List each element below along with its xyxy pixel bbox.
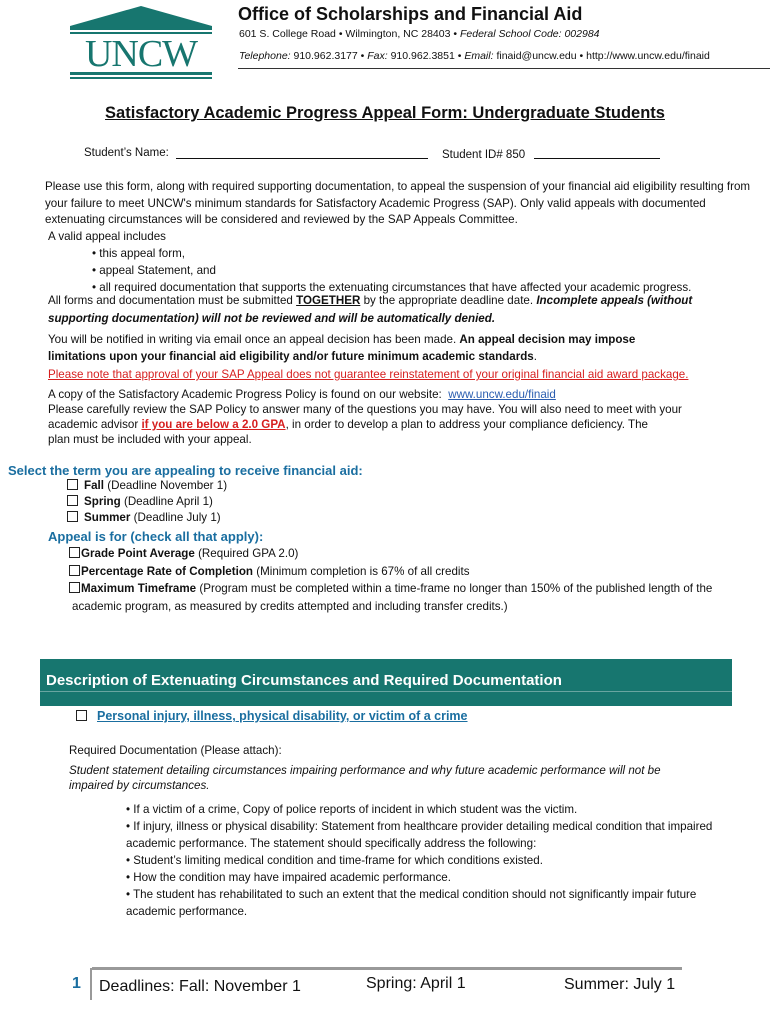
reinstatement-note: Please note that approval of your SAP Appeal does not guarantee reinstatement of your original financial aid award package. [48, 368, 689, 381]
gpa-desc: (Required GPA 2.0) [198, 547, 299, 560]
policy-text: A copy of the Satisfactory Academic Progress Policy is found on our website: [48, 388, 442, 401]
valid-appeal-text: A valid appeal includes [48, 230, 166, 243]
together-emphasis: TOGETHER [296, 294, 361, 307]
description-section-title: Description of Extenuating Circumstances and Required Documentation [46, 672, 562, 689]
term-option-fall[interactable] [67, 479, 227, 492]
spring-checkbox[interactable] [67, 495, 78, 506]
street-address: 601 S. College Road • Wilmington, NC 28403 • [239, 28, 458, 40]
fall-label: Fall [84, 479, 104, 492]
fax-label: Fax: [367, 50, 388, 62]
advisor-text: academic advisor [48, 418, 139, 431]
forms-post: by the appropriate deadline date. [363, 294, 534, 307]
appeal-option-timeframe[interactable] [69, 582, 712, 595]
office-address [239, 28, 600, 40]
term-option-spring[interactable] [67, 495, 213, 508]
completion-checkbox[interactable] [69, 565, 80, 576]
advisor-text-post: , in order to develop a plan to address your compliance deficiency. The [285, 418, 648, 431]
intro-line-1: Please use this form, along with required supporting documentation, to appeal the suspension of your financial aid eligibility resulting from [45, 180, 751, 193]
fall-checkbox[interactable] [67, 479, 78, 490]
telephone-value: 910.962.3177 • [293, 50, 365, 62]
valid-appeal-bullet-1: • this appeal form, [92, 247, 185, 260]
gpa-warning: if you are below a 2.0 GPA [141, 418, 286, 431]
student-id-label: Student ID# 850 [442, 149, 526, 161]
logo-text: UNCW [84, 33, 198, 75]
gpa-label: Grade Point Average [81, 547, 195, 560]
footer-deadline-summer: Summer: July 1 [564, 976, 676, 993]
statement-line-2: impaired by circumstances. [69, 779, 210, 792]
policy-line-2: Please carefully review the SAP Policy to answer many of the questions you may have. You will also need to meet with your [48, 403, 682, 416]
completion-desc: (Minimum completion is 67% of all credits [256, 565, 470, 578]
timeframe-desc: (Program must be completed within a time-frame no longer than 150% of the published length of the [199, 582, 713, 595]
intro-line-3: extenuating circumstances will be considered and reviewed by the SAP Appeals Committee. [45, 213, 518, 226]
forms-together-line [48, 292, 692, 309]
bar-stripe [40, 691, 732, 692]
spring-deadline: (Deadline April 1) [123, 495, 213, 508]
crime-label: Personal injury, illness, physical disability, or victim of a crime [97, 709, 468, 723]
policy-line-4: plan must be included with your appeal. [48, 433, 252, 446]
completion-label: Percentage Rate of Completion [81, 565, 254, 578]
doc-item-3: academic performance. The statement should specifically address the following: [126, 837, 537, 850]
forms-pre: All forms and documentation must be submitted [48, 294, 293, 307]
valid-appeal-bullet-2: • appeal Statement, and [92, 264, 216, 277]
notify-text: You will be notified in writing via email once an appeal decision has been made. [48, 333, 457, 346]
timeframe-continuation: academic program, as measured by credits attempted and including transfer credits.) [72, 600, 508, 613]
notify-period: . [533, 350, 537, 363]
doc-item-5: • How the condition may have impaired academic performance. [126, 871, 451, 884]
statement-line-1: Student statement detailing circumstances impairing performance and why future academic performance will not be [69, 764, 661, 777]
limitations-emphasis: limitations upon your financial aid eligibility and/or future minimum academic standards [48, 350, 534, 363]
appeal-for-heading: Appeal is for (check all that apply): [48, 529, 264, 544]
uncw-logo [66, 4, 216, 84]
term-option-summer[interactable] [67, 511, 221, 524]
doc-item-6: • The student has rehabilitated to such an extent that the medical condition should not significantly impair future [126, 888, 697, 901]
incomplete-warning-2: supporting documentation) will not be reviewed and will be automatically denied. [48, 312, 496, 325]
contact-line [239, 50, 710, 62]
spring-label: Spring [84, 495, 121, 508]
notify-line-1 [48, 331, 635, 348]
summer-label: Summer [84, 511, 131, 524]
summer-deadline: (Deadline July 1) [133, 511, 221, 524]
email-value[interactable]: finaid@uncw.edu [496, 50, 577, 62]
timeframe-label: Maximum Timeframe [81, 582, 197, 595]
finaid-website-link[interactable]: www.uncw.edu/finaid [448, 388, 556, 401]
fax-value: 910.962.3851 • [390, 50, 462, 62]
doc-item-4: • Student’s limiting medical condition and time-frame for which conditions existed. [126, 854, 543, 867]
telephone-label: Telephone: [239, 50, 291, 62]
notify-emphasis: An appeal decision may impose [459, 333, 636, 346]
header-divider [238, 68, 770, 69]
valid-appeal-bullet-3: • all required documentation that supports the extenuating circumstances that have affected your academic progress. [92, 281, 692, 294]
notify-line-2 [48, 348, 537, 365]
office-title: Office of Scholarships and Financial Aid [238, 4, 583, 24]
footer-deadline-spring: Spring: April 1 [366, 975, 466, 992]
email-label: Email: [464, 50, 494, 62]
summer-checkbox[interactable] [67, 511, 78, 522]
gpa-checkbox[interactable] [69, 547, 80, 558]
student-id-field[interactable] [534, 158, 660, 159]
fall-deadline: (Deadline November 1) [107, 479, 228, 492]
doc-item-1: • If a victim of a crime, Copy of police reports of incident in which student was the victim. [126, 803, 578, 816]
appeal-option-completion[interactable] [69, 565, 470, 578]
doc-item-7: academic performance. [126, 905, 248, 918]
form-title: Satisfactory Academic Progress Appeal Form: Undergraduate Students [105, 104, 665, 122]
school-code: Federal School Code: 002984 [459, 28, 600, 40]
website-link[interactable]: • http://www.uncw.edu/finaid [579, 50, 710, 62]
student-name-field[interactable] [176, 158, 428, 159]
crime-checkbox[interactable] [76, 710, 87, 721]
timeframe-checkbox[interactable] [69, 582, 80, 593]
term-heading: Select the term you are appealing to receive financial aid: [8, 463, 363, 478]
crime-option[interactable] [76, 709, 468, 723]
student-name-label: Student’s Name: [84, 147, 169, 159]
footer-deadline-fall: Deadlines: Fall: November 1 [99, 978, 301, 995]
doc-item-2: • If injury, illness or physical disability: Statement from healthcare provider detailing medical condition that impaired [126, 820, 713, 833]
intro-line-2: your failure to meet UNCW's minimum standards for Satisfactory Academic Progress (SAP). Only valid appeals with documented [45, 197, 706, 210]
appeal-option-gpa[interactable] [69, 547, 298, 560]
footer-divider [92, 967, 682, 970]
page-number: 1 [72, 975, 81, 992]
footer-vertical-rule [90, 968, 92, 1000]
incomplete-warning-1: Incomplete appeals (without [536, 294, 693, 307]
required-doc-label: Required Documentation (Please attach): [69, 744, 282, 757]
